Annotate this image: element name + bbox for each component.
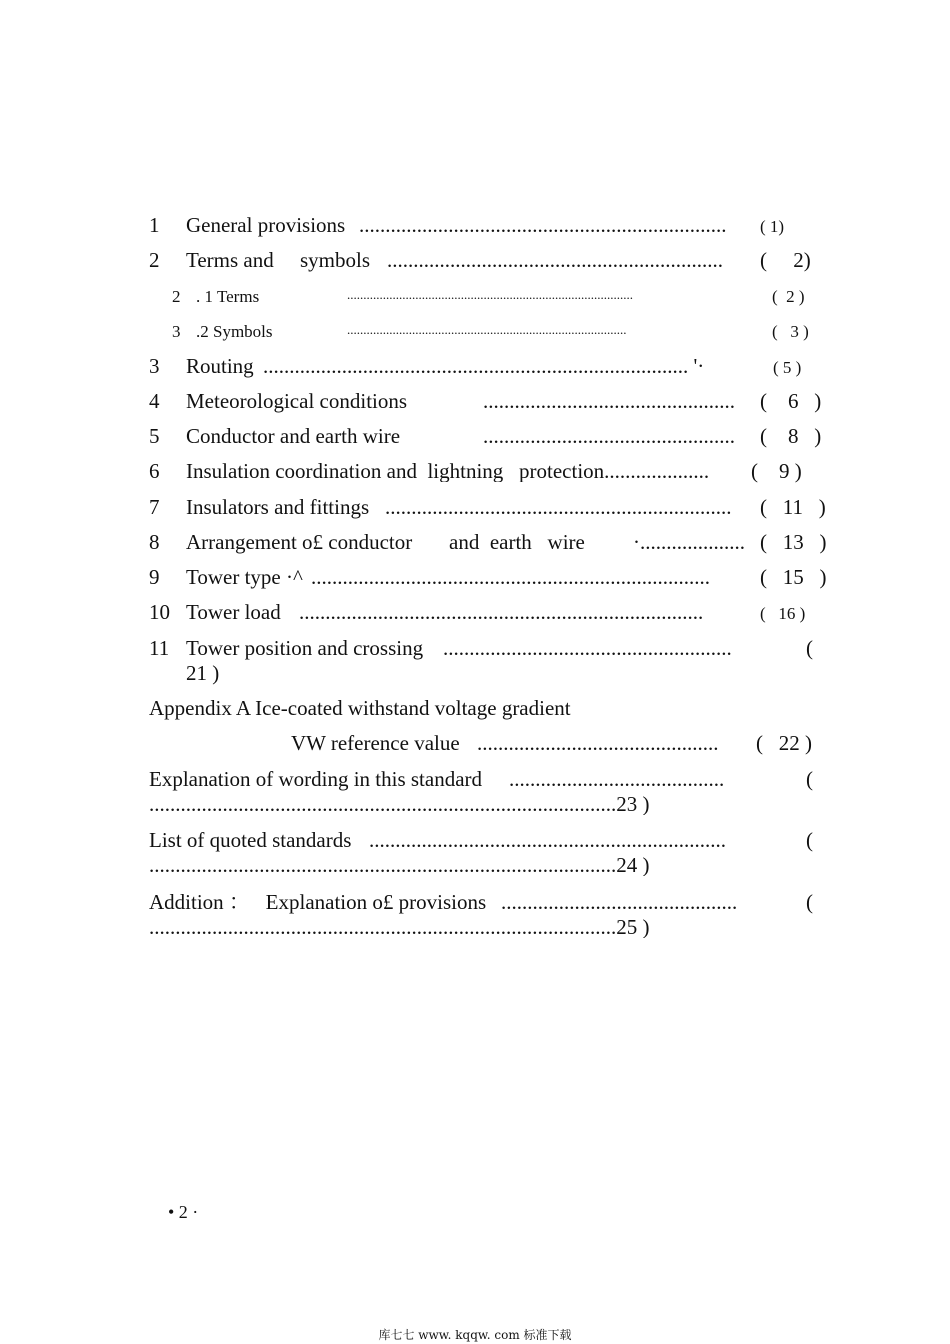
toc-leader-dots: ............................................. <box>501 892 738 913</box>
toc-leader-dots: .............................................. <box>477 733 719 754</box>
toc-leader-dots: ·.................... <box>633 532 745 553</box>
toc-page-ref-open: ( <box>806 890 813 914</box>
toc-entry-title: Terms and symbols <box>186 248 371 272</box>
toc-page-ref-open: ( <box>806 636 813 660</box>
toc-entry-title: Conductor and earth wire <box>186 424 401 448</box>
toc-page-ref: ( 15 ) <box>760 565 827 589</box>
toc-entry-title: Tower position and crossing <box>186 636 424 660</box>
toc-entry-number: 7 <box>149 495 160 519</box>
toc-page-ref: ( 9 ) <box>751 459 802 483</box>
toc-leader-dots: ................................................ <box>483 391 735 412</box>
toc-entry-title: Tower load <box>186 600 281 624</box>
toc-page-ref: ( 8 ) <box>760 424 822 448</box>
toc-entry-title: Explanation of wording in this standard <box>149 767 483 791</box>
toc-entry-title: General provisions <box>186 213 346 237</box>
toc-leader-dots: ................................................................................. '· <box>263 356 705 377</box>
toc-page-ref: ( 22 ) <box>756 731 812 755</box>
toc-page-ref: ( 5 ) <box>773 358 802 377</box>
toc-entry-title: Meteorological conditions <box>186 389 408 413</box>
toc-leader-dots: ............................................................................. <box>299 602 704 623</box>
toc-leader-dots: ............................................................................ <box>311 567 710 588</box>
toc-entry-title: VW reference value <box>291 731 460 755</box>
toc-entry-number: 4 <box>149 389 160 413</box>
toc-entry-number: 8 <box>149 530 160 554</box>
toc-entry-number: 2 <box>149 248 160 272</box>
toc-page-ref-continued: .........................................................................................24 ) <box>149 855 650 876</box>
source-watermark: 库七七 www. kqqw. com 标准下载 <box>378 1328 572 1342</box>
toc-leader-dots: ................................................ <box>483 426 735 447</box>
toc-leader-dots: ........................................................................................ <box>347 288 633 301</box>
toc-entry-title: Routing <box>186 354 254 378</box>
toc-entry-title: Insulation coordination and lightning protection.................... <box>186 461 710 482</box>
toc-entry-number: 3 <box>172 322 181 341</box>
toc-entry-title: . 1 Terms <box>196 287 260 306</box>
toc-page-ref: ( 6 ) <box>760 389 822 413</box>
toc-entry-number: 6 <box>149 459 160 483</box>
toc-page-ref-continued: .........................................................................................23 ) <box>149 794 650 815</box>
toc-leader-dots: ...................................................................... <box>359 215 727 236</box>
toc-entry-number: 9 <box>149 565 160 589</box>
toc-page-ref: ( 1) <box>760 217 785 236</box>
toc-page-ref: ( 11 ) <box>760 495 826 519</box>
toc-entry-title: Insulators and fittings <box>186 495 370 519</box>
toc-leader-dots: ................................................................ <box>387 250 723 271</box>
toc-leader-dots: ....................................................... <box>443 638 732 659</box>
toc-page-ref: ( 13 ) <box>760 530 827 554</box>
toc-entry-number: 1 <box>149 213 160 237</box>
toc-leader-dots: .................................................................... <box>369 830 726 851</box>
toc-entry-title: .2 Symbols <box>196 322 273 341</box>
toc-page-ref-open: ( <box>806 828 813 852</box>
toc-entry-number: 11 <box>149 636 170 660</box>
toc-page-ref: ( 2) <box>760 248 811 272</box>
toc-page-ref-continued: .........................................................................................25 ) <box>149 917 650 938</box>
toc-page-ref-continued: 21 ) <box>186 661 220 685</box>
toc-leader-dots: .................................................................. <box>385 497 732 518</box>
toc-page-ref-open: ( <box>806 767 813 791</box>
toc-entry-number: 3 <box>149 354 160 378</box>
toc-appendix-title[interactable]: Appendix A Ice-coated withstand voltage gradient <box>149 696 571 720</box>
toc-page-ref: ( 2 ) <box>772 287 805 306</box>
toc-entry-title: List of quoted standards <box>149 828 352 852</box>
toc-entry-title: Addition ： Explanation o£ provisions <box>149 890 487 914</box>
toc-page-ref: ( 16 ) <box>760 604 806 623</box>
page-number: • 2 · <box>168 1202 199 1222</box>
toc-entry-number: 10 <box>149 600 170 624</box>
toc-entry-title: Tower type ·^ <box>186 565 303 589</box>
toc-leader-dots: ...................................................................................... <box>347 323 627 336</box>
toc-page-ref: ( 3 ) <box>772 322 809 341</box>
toc-entry-number: 2 <box>172 287 181 306</box>
toc-leader-dots: ......................................... <box>509 769 725 790</box>
toc-entry-number: 5 <box>149 424 160 448</box>
toc-entry-title: Arrangement o£ conductor and earth wire <box>186 530 585 554</box>
